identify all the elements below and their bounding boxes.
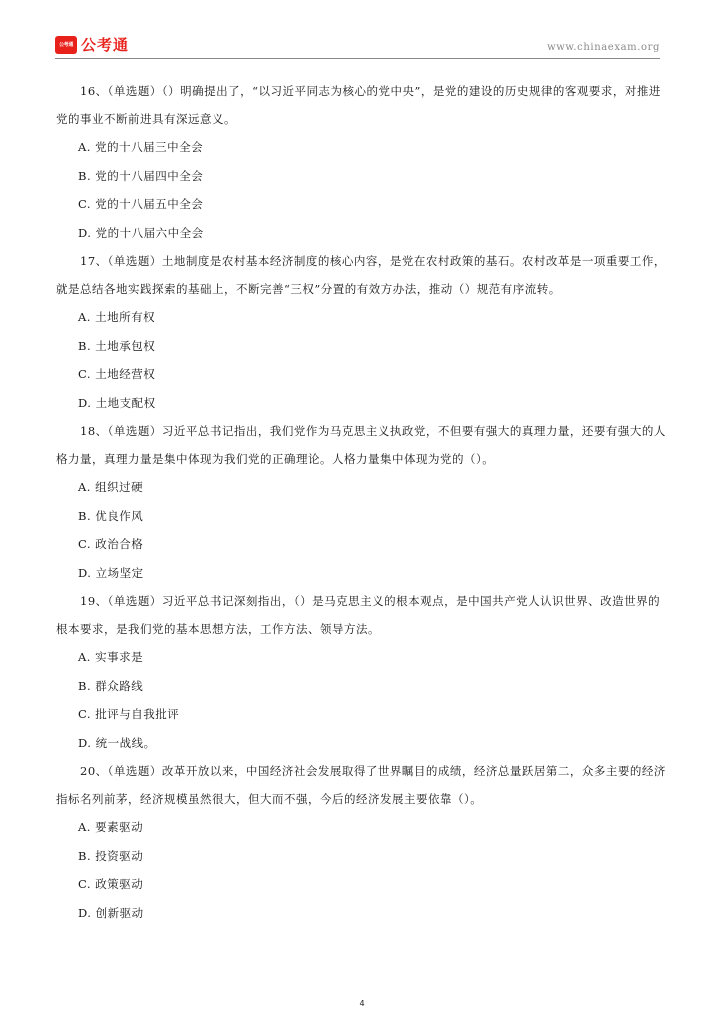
option-d: D. 土地支配权: [78, 395, 156, 410]
option-d: D. 党的十八届六中全会: [78, 225, 204, 240]
option-c: C. 政策驱动: [78, 877, 144, 891]
brand-logo: [55, 34, 129, 55]
option-b: B. 投资驱动: [78, 848, 144, 863]
option-a: A. 党的十八届三中全会: [78, 140, 204, 154]
option-d: D. 立场坚定: [78, 565, 144, 580]
question-list: [56, 77, 672, 927]
option-d: D. 创新驱动: [78, 905, 144, 920]
option-a: A. 组织过硬: [78, 480, 144, 494]
question-16: [56, 77, 672, 247]
question-19: [56, 587, 672, 757]
option-b: B. 优良作风: [78, 508, 144, 523]
option-c: C. 土地经营权: [78, 367, 156, 381]
question-text: 16、（单选题）（）明确提出了，“以习近平同志为核心的党中央”，是党的建设的历史规律的客观要求，对推进党的事业不断前进具有深远意义。: [56, 84, 661, 126]
option-c: C. 批评与自我批评: [78, 707, 180, 721]
option-a: A. 土地所有权: [78, 310, 156, 324]
site-url: www.chinaexam.org: [547, 42, 660, 53]
option-a: A. 要素驱动: [78, 820, 144, 834]
page-header: [55, 34, 660, 59]
question-17: [56, 247, 672, 417]
question-text: 20、（单选题）改革开放以来，中国经济社会发展取得了世界瞩目的成绩，经济总量跃居第二，众多主要的经济指标名列前茅，经济规模虽然很大，但大而不强，今后的经济发展主要依靠（）。: [56, 764, 666, 806]
question-18: [56, 417, 672, 587]
option-d: D. 统一战线。: [78, 735, 156, 750]
question-20: [56, 757, 672, 927]
page-number: 4: [359, 999, 365, 1008]
option-b: B. 土地承包权: [78, 338, 156, 353]
option-c: C. 党的十八届五中全会: [78, 197, 204, 211]
option-b: B. 党的十八届四中全会: [78, 168, 204, 183]
logo-badge-icon: 公考通: [55, 36, 77, 54]
logo-text: 公考通: [81, 36, 130, 54]
question-text: 19、（单选题）习近平总书记深刻指出，（）是马克思主义的根本观点，是中国共产党人认识世界、改造世界的根本要求，是我们党的基本思想方法，工作方法、领导方法。: [56, 594, 661, 636]
option-b: B. 群众路线: [78, 678, 144, 693]
option-c: C. 政治合格: [78, 537, 144, 551]
question-text: 18、（单选题）习近平总书记指出，我们党作为马克思主义执政党，不但要有强大的真理力量，还要有强大的人格力量，真理力量是集中体现为我们党的正确理论。人格力量集中体现为党的（）。: [56, 424, 666, 466]
question-text: 17、（单选题）土地制度是农村基本经济制度的核心内容，是党在农村政策的基石。农村改革是一项重要工作，就是总结各地实践探索的基础上，不断完善“三权”分置的有效方办法，推动（）规范有序流转。: [56, 254, 666, 296]
option-a: A. 实事求是: [78, 650, 144, 664]
